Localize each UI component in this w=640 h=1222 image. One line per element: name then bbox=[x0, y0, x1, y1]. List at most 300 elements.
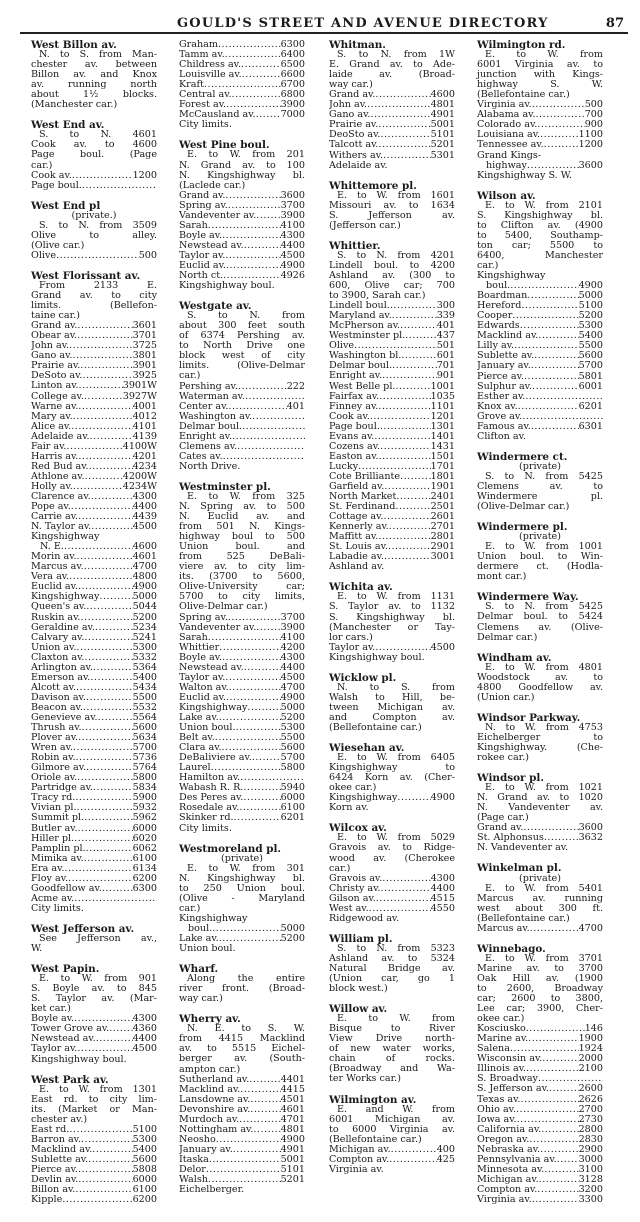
cross-street-name: N. Vandeventer av. bbox=[477, 843, 569, 854]
house-number: 4801 bbox=[430, 100, 455, 111]
dot-leader bbox=[208, 221, 281, 231]
cross-street-row bbox=[477, 1115, 603, 1125]
cross-street-row bbox=[31, 663, 157, 673]
cross-street-name: Kosciusko bbox=[477, 1024, 526, 1035]
dot-leader bbox=[81, 1135, 133, 1145]
description-line: ket car.) bbox=[31, 1003, 71, 1015]
dot-leader bbox=[84, 653, 132, 663]
cross-street-row bbox=[477, 301, 603, 311]
house-number: 6700 bbox=[280, 80, 305, 91]
cross-street-row bbox=[179, 382, 305, 392]
cross-street-row bbox=[477, 843, 603, 853]
house-number: 2626 bbox=[578, 1094, 603, 1105]
cross-street-name: Washington bl. bbox=[329, 351, 402, 362]
cross-street-row bbox=[31, 713, 157, 723]
dot-leader bbox=[74, 834, 132, 844]
dot-leader bbox=[226, 261, 281, 271]
street-entry bbox=[477, 713, 603, 763]
cross-street-name: Devonshire av. bbox=[179, 1104, 251, 1115]
description-line: Delmar car.) bbox=[477, 631, 538, 643]
cross-street-row bbox=[477, 412, 603, 422]
description-line: okee car.) bbox=[329, 782, 377, 794]
house-number: 500 bbox=[138, 250, 157, 261]
dot-leader bbox=[96, 1034, 133, 1044]
house-number: 1101 bbox=[430, 401, 455, 412]
cross-street-row bbox=[477, 1095, 603, 1105]
cross-street-row bbox=[179, 271, 305, 281]
cross-street-name: Thrush av. bbox=[31, 723, 82, 734]
cross-street-row bbox=[477, 1185, 603, 1195]
cross-street-name: Geraldine av. bbox=[31, 622, 95, 633]
description-line: about 1½ blocks. bbox=[31, 89, 157, 101]
house-number: 4401 bbox=[280, 1074, 305, 1085]
dot-leader bbox=[226, 693, 281, 703]
cross-street-name: Ashland av. bbox=[329, 562, 385, 573]
cross-street-name: Grand av. bbox=[179, 190, 226, 201]
house-number: 2801 bbox=[430, 532, 455, 543]
description-line: Windermere pl. bbox=[477, 491, 603, 503]
dot-leader bbox=[86, 693, 133, 703]
dot-leader bbox=[395, 502, 430, 512]
dot-leader bbox=[522, 412, 603, 422]
dot-leader bbox=[369, 904, 431, 914]
cross-street-name: Lake av. bbox=[179, 713, 219, 723]
house-number: 4601 bbox=[280, 1104, 305, 1115]
cross-street-row bbox=[179, 623, 305, 633]
dot-leader bbox=[375, 90, 430, 100]
cross-street-name: Michigan av. bbox=[477, 1174, 539, 1185]
cross-street-name: Taylor av. bbox=[31, 1044, 78, 1055]
cross-street-row bbox=[31, 472, 157, 482]
dot-leader bbox=[78, 1165, 133, 1175]
cross-street-row bbox=[329, 301, 455, 311]
dot-leader bbox=[74, 894, 157, 904]
description-line: viere av. to city lim- bbox=[179, 561, 305, 573]
house-number: 3600 bbox=[578, 160, 603, 171]
cross-street-row bbox=[31, 402, 157, 412]
house-number: 6300 bbox=[280, 40, 305, 50]
dot-leader bbox=[405, 331, 436, 341]
description-line: to North Drive one bbox=[179, 340, 305, 352]
house-number: 4300 bbox=[132, 491, 157, 502]
street-name: Whittemore pl. bbox=[329, 179, 417, 192]
cross-street-name: Kraft bbox=[179, 80, 204, 91]
description-line: mont car.) bbox=[477, 571, 527, 583]
description-line: E. to W. from 301 bbox=[187, 862, 305, 874]
street-name: Wicklow pl. bbox=[329, 671, 397, 684]
cross-street-row bbox=[179, 643, 305, 653]
house-number: 4300 bbox=[430, 873, 455, 884]
cross-street-name: Kennerly av. bbox=[329, 522, 389, 533]
house-number: 4234 bbox=[132, 461, 157, 472]
house-number: 3100 bbox=[578, 1164, 603, 1175]
dot-leader bbox=[530, 924, 579, 934]
dot-leader bbox=[391, 1145, 437, 1155]
description-line: E. to W. from 901 bbox=[39, 973, 157, 985]
description-line: E. to W. from bbox=[485, 49, 603, 61]
cross-street-row bbox=[329, 552, 455, 562]
description-line: Kingshighway to bbox=[329, 762, 455, 774]
house-number: 5700 bbox=[280, 753, 305, 764]
street-name: West End av. bbox=[31, 119, 105, 132]
house-number: 2601 bbox=[430, 512, 455, 523]
house-number: 2700 bbox=[578, 1104, 603, 1115]
cross-street-row bbox=[329, 542, 455, 552]
cross-street-name: Virginia av. bbox=[329, 1164, 384, 1175]
cross-street-row bbox=[31, 834, 157, 844]
house-number: 3601 bbox=[132, 321, 157, 332]
street-description bbox=[179, 311, 305, 381]
cross-street-row bbox=[31, 613, 157, 623]
street-note: (private) bbox=[519, 460, 561, 472]
dot-leader bbox=[250, 1105, 280, 1115]
cross-street-row bbox=[477, 171, 603, 181]
dot-leader bbox=[78, 402, 132, 412]
street-name: Windham av. bbox=[477, 651, 552, 664]
cross-street-name: Page boul. bbox=[31, 180, 82, 191]
dot-leader bbox=[225, 191, 280, 201]
dot-leader bbox=[256, 211, 280, 221]
house-number: 4001 bbox=[132, 401, 157, 412]
house-number: 4500 bbox=[280, 250, 305, 261]
cross-street-name: West Belle pl. bbox=[329, 381, 396, 392]
house-number: 6201 bbox=[578, 401, 603, 412]
house-number: 4901 bbox=[430, 110, 455, 121]
dot-leader bbox=[84, 904, 157, 914]
dot-leader bbox=[388, 161, 455, 171]
street-description bbox=[329, 753, 455, 793]
house-number: 2730 bbox=[578, 1114, 603, 1125]
description-line: E. Grand av. to Ade- bbox=[329, 59, 455, 71]
description-line: berger av. (South- bbox=[179, 1053, 305, 1065]
dot-leader bbox=[204, 80, 281, 90]
house-number: 4100 bbox=[280, 220, 305, 231]
house-number: 1901 bbox=[430, 481, 455, 492]
house-number: 1200 bbox=[578, 140, 603, 151]
house-number: 401 bbox=[286, 401, 305, 412]
cross-street-name: Gilmore av. bbox=[31, 763, 87, 774]
cross-street-row bbox=[329, 512, 455, 522]
dot-leader bbox=[233, 1145, 281, 1155]
description-line: Clemens av. to bbox=[477, 480, 603, 492]
cross-street-row bbox=[179, 723, 305, 733]
house-number: 5200 bbox=[578, 311, 603, 322]
column-3 bbox=[329, 40, 455, 1185]
house-number: 4400 bbox=[430, 883, 455, 894]
street-entry bbox=[31, 40, 157, 110]
street-description bbox=[31, 1085, 157, 1125]
dot-leader bbox=[80, 361, 132, 371]
cross-street-row bbox=[179, 211, 305, 221]
house-number: 1301 bbox=[430, 421, 455, 432]
cross-street-name: Union boul. bbox=[179, 723, 236, 734]
dot-leader bbox=[208, 633, 281, 643]
cross-street-name: Clarence av. bbox=[31, 491, 91, 502]
cross-street-name: Skinker rd. bbox=[179, 813, 234, 824]
cross-street-row bbox=[477, 321, 603, 331]
description-line: E. to W. from 1301 bbox=[39, 1083, 157, 1095]
cross-street-row bbox=[31, 522, 157, 532]
dot-leader bbox=[544, 1165, 578, 1175]
description-line: Olive-University car; bbox=[179, 581, 305, 593]
dot-leader bbox=[99, 532, 157, 542]
cross-street-row bbox=[329, 482, 455, 492]
cross-street-name: Kingshighway bbox=[329, 793, 398, 804]
dot-leader bbox=[236, 944, 305, 954]
description-line: 6001 Virginia av. to bbox=[477, 59, 603, 71]
cross-street-name: Easton av. bbox=[329, 451, 379, 462]
dot-leader bbox=[537, 120, 584, 130]
cross-street-name: Newstead av. bbox=[179, 240, 244, 251]
cross-street-name: Taylor av. bbox=[179, 672, 226, 683]
house-number: 6000 bbox=[132, 1175, 157, 1186]
dot-leader bbox=[528, 1034, 578, 1044]
dot-leader bbox=[526, 1064, 579, 1074]
house-number: 6201 bbox=[280, 813, 305, 824]
house-number: 5000 bbox=[280, 702, 305, 713]
cross-street-name: Fair av. bbox=[31, 441, 67, 452]
cross-street-name: Cozens av. bbox=[329, 441, 381, 452]
dot-leader bbox=[532, 382, 579, 392]
house-number: 5001 bbox=[430, 120, 455, 131]
cross-street-name: Plover av. bbox=[31, 733, 79, 744]
dot-leader bbox=[538, 1074, 603, 1084]
house-number: 4234W bbox=[122, 481, 157, 492]
description-line: S. to N. from 1W bbox=[337, 49, 455, 61]
description-line: from 501 N. Kings- bbox=[179, 521, 305, 533]
cross-street-name: Spring av. bbox=[179, 612, 228, 623]
street-name: Windermere ct. bbox=[477, 450, 568, 463]
street-description bbox=[179, 974, 305, 1004]
house-number: 2830 bbox=[578, 1134, 603, 1145]
house-number: 1401 bbox=[430, 431, 455, 442]
house-number: 1924 bbox=[578, 1044, 603, 1055]
description-line: Bisque to River bbox=[329, 1023, 455, 1035]
cross-street-row bbox=[179, 1155, 305, 1165]
cross-street-row bbox=[179, 633, 305, 643]
house-number: 2900 bbox=[578, 1144, 603, 1155]
cross-street-name: Floy av. bbox=[31, 873, 69, 884]
cross-street-name: College av. bbox=[31, 391, 84, 402]
house-number: 2100 bbox=[578, 1064, 603, 1075]
cross-street-name: Sutherland av. bbox=[179, 1074, 250, 1085]
cross-street-name: Garfield av. bbox=[329, 481, 385, 492]
street-description bbox=[477, 663, 603, 703]
dot-leader bbox=[222, 231, 280, 241]
dot-leader bbox=[78, 582, 133, 592]
cross-street-name: Red Bud av. bbox=[31, 461, 89, 472]
cross-street-row bbox=[329, 412, 455, 422]
dot-leader bbox=[212, 924, 280, 934]
cross-street-row bbox=[477, 1064, 603, 1074]
cross-street-row bbox=[329, 884, 455, 894]
house-number: 1701 bbox=[430, 461, 455, 472]
house-number: 2501 bbox=[430, 502, 455, 513]
dot-leader bbox=[95, 623, 133, 633]
cross-street-row bbox=[477, 281, 603, 291]
cross-street-name: DeoSto av. bbox=[329, 130, 381, 141]
dot-leader bbox=[253, 1125, 280, 1135]
description-line: car.) bbox=[179, 370, 201, 382]
street-name: Wichita av. bbox=[329, 581, 393, 594]
description-line: to 3900, Sarah car.) bbox=[329, 290, 426, 302]
cross-street-row bbox=[31, 773, 157, 783]
house-number: 1100 bbox=[578, 130, 603, 141]
description-line: E. to W. from 201 bbox=[187, 149, 305, 161]
description-line: river front. (Broad- bbox=[179, 983, 305, 995]
cross-street-row bbox=[31, 1024, 157, 1034]
description-line: Eichelberger to bbox=[477, 731, 603, 743]
dot-leader bbox=[229, 683, 281, 693]
cross-street-row bbox=[179, 733, 305, 743]
house-number: 5700 bbox=[578, 361, 603, 372]
dot-leader bbox=[82, 181, 157, 191]
street-name: West Billon av. bbox=[31, 39, 117, 51]
description-line: E. to W. from 5029 bbox=[337, 832, 455, 844]
house-number: 1200 bbox=[132, 170, 157, 181]
dot-leader bbox=[93, 663, 133, 673]
cross-street-name: Morin av. bbox=[31, 552, 77, 563]
house-number: 4900 bbox=[280, 692, 305, 703]
cross-street-name: Gano av. bbox=[329, 110, 371, 121]
description-line: Olive to alley. bbox=[31, 229, 157, 241]
cross-street-row bbox=[31, 331, 157, 341]
house-number: 5300 bbox=[578, 321, 603, 332]
cross-street-name: Labadie av. bbox=[329, 552, 384, 563]
house-number: 601 bbox=[436, 351, 455, 362]
house-number: 1035 bbox=[430, 391, 455, 402]
cross-street-row bbox=[179, 251, 305, 261]
cross-street-row bbox=[179, 663, 305, 673]
cross-street-name: Lake av. bbox=[179, 933, 219, 944]
description-line: See Jefferson av., bbox=[39, 932, 157, 944]
house-number: 3600 bbox=[578, 823, 603, 834]
house-number: 5962 bbox=[132, 813, 157, 824]
cross-street-name: Eichelberger. bbox=[179, 1185, 245, 1196]
cross-street-name: Alcott av. bbox=[31, 682, 76, 693]
house-number: 5900 bbox=[132, 793, 157, 804]
dot-leader bbox=[219, 713, 281, 723]
cross-street-name: N. E. bbox=[40, 542, 64, 553]
cross-street-name: N. Taylor av. bbox=[31, 522, 92, 533]
dot-leader bbox=[85, 472, 123, 482]
description-line: (Page car.) bbox=[477, 812, 529, 824]
dot-leader bbox=[73, 743, 133, 753]
cross-street-row bbox=[477, 392, 603, 402]
description-line: Clemens av. (Olive- bbox=[477, 621, 603, 633]
dot-leader bbox=[68, 874, 133, 884]
street-entry bbox=[477, 773, 603, 853]
house-number: 5400 bbox=[132, 672, 157, 683]
cross-street-row bbox=[477, 1044, 603, 1054]
dot-leader bbox=[206, 1165, 281, 1175]
dot-leader bbox=[90, 673, 132, 683]
house-number: 3000 bbox=[578, 1154, 603, 1165]
street-entry bbox=[329, 673, 455, 733]
cross-street-row bbox=[179, 231, 305, 241]
description-line: E. to W. from 6405 bbox=[337, 752, 455, 764]
house-number: 4500 bbox=[132, 522, 157, 533]
description-line: car.) bbox=[179, 902, 201, 914]
dot-leader bbox=[86, 844, 133, 854]
cross-street-row bbox=[179, 412, 305, 422]
dot-leader bbox=[66, 442, 122, 452]
description-line: its. (Market or Man- bbox=[31, 1103, 157, 1115]
dot-leader bbox=[76, 643, 132, 653]
house-number: 4900 bbox=[132, 582, 157, 593]
cross-street-row bbox=[31, 623, 157, 633]
cross-street-row bbox=[31, 904, 157, 914]
cross-street-row bbox=[31, 633, 157, 643]
dot-leader bbox=[84, 392, 123, 402]
street-entry bbox=[31, 201, 157, 261]
street-name: Willow av. bbox=[329, 1003, 388, 1016]
cross-street-name: Genevieve av. bbox=[31, 713, 98, 723]
cross-street-name: Itaska bbox=[179, 1154, 209, 1165]
house-number: 4800 bbox=[132, 572, 157, 583]
house-number: 5200 bbox=[280, 713, 305, 723]
cross-street-row bbox=[329, 472, 455, 482]
description-line: of 6374 Pershing av. bbox=[179, 330, 305, 342]
cross-street-row bbox=[179, 402, 305, 412]
house-number: 3925 bbox=[132, 371, 157, 382]
description-line: (Olive - Maryland bbox=[179, 892, 305, 904]
street-description bbox=[477, 783, 603, 823]
house-number: 425 bbox=[436, 1154, 455, 1165]
house-number: 4701 bbox=[280, 1114, 305, 1125]
description-line: N. E. to S. W. bbox=[187, 1023, 305, 1035]
cross-street-name: Knox av. bbox=[477, 401, 518, 412]
description-line: Delmar boul. to 5424 bbox=[477, 611, 603, 623]
cross-street-name: Era av. bbox=[31, 863, 65, 874]
description-line: (Bellefontaine car.) bbox=[329, 722, 422, 733]
house-number: 5001 bbox=[280, 1154, 305, 1165]
cross-street-name: Nebraska av. bbox=[477, 1144, 541, 1155]
cross-street-name: Grand av. bbox=[329, 90, 376, 101]
cross-street-name: Kingshighway bbox=[31, 532, 100, 543]
dot-leader bbox=[532, 1195, 579, 1205]
house-number: 6100 bbox=[280, 803, 305, 814]
house-number: 4700 bbox=[578, 923, 603, 934]
cross-street-row bbox=[31, 512, 157, 522]
description-line: N. Euclid av. and bbox=[179, 511, 305, 523]
cross-street-name: Withers av. bbox=[329, 150, 384, 161]
cross-street-row bbox=[31, 171, 157, 181]
street-description bbox=[31, 130, 157, 170]
street-entry bbox=[31, 1075, 157, 1206]
description-line: 6424 Korn av. (Cher- bbox=[329, 772, 455, 784]
cross-street-name: Minnesota av. bbox=[477, 1164, 545, 1175]
street-note: (private) bbox=[519, 531, 561, 543]
cross-street-row bbox=[179, 693, 305, 703]
cross-street-row bbox=[179, 934, 305, 944]
street-note: (private) bbox=[221, 852, 263, 864]
cross-street-row bbox=[179, 1125, 305, 1135]
dot-leader bbox=[396, 492, 430, 502]
house-number: 6400 bbox=[280, 50, 305, 61]
cross-street-row bbox=[179, 824, 305, 834]
dot-leader bbox=[77, 803, 133, 813]
street-entry bbox=[31, 271, 157, 914]
cross-street-name: Macklind av. bbox=[477, 331, 539, 342]
cross-street-name: Grand av. bbox=[477, 823, 524, 834]
street-name: Wherry av. bbox=[179, 1013, 241, 1026]
cross-street-name: St. Louis av. bbox=[329, 542, 388, 553]
dot-leader bbox=[241, 60, 281, 70]
cross-street-row bbox=[179, 1085, 305, 1095]
dot-leader bbox=[71, 502, 133, 512]
cross-street-row bbox=[477, 924, 603, 934]
